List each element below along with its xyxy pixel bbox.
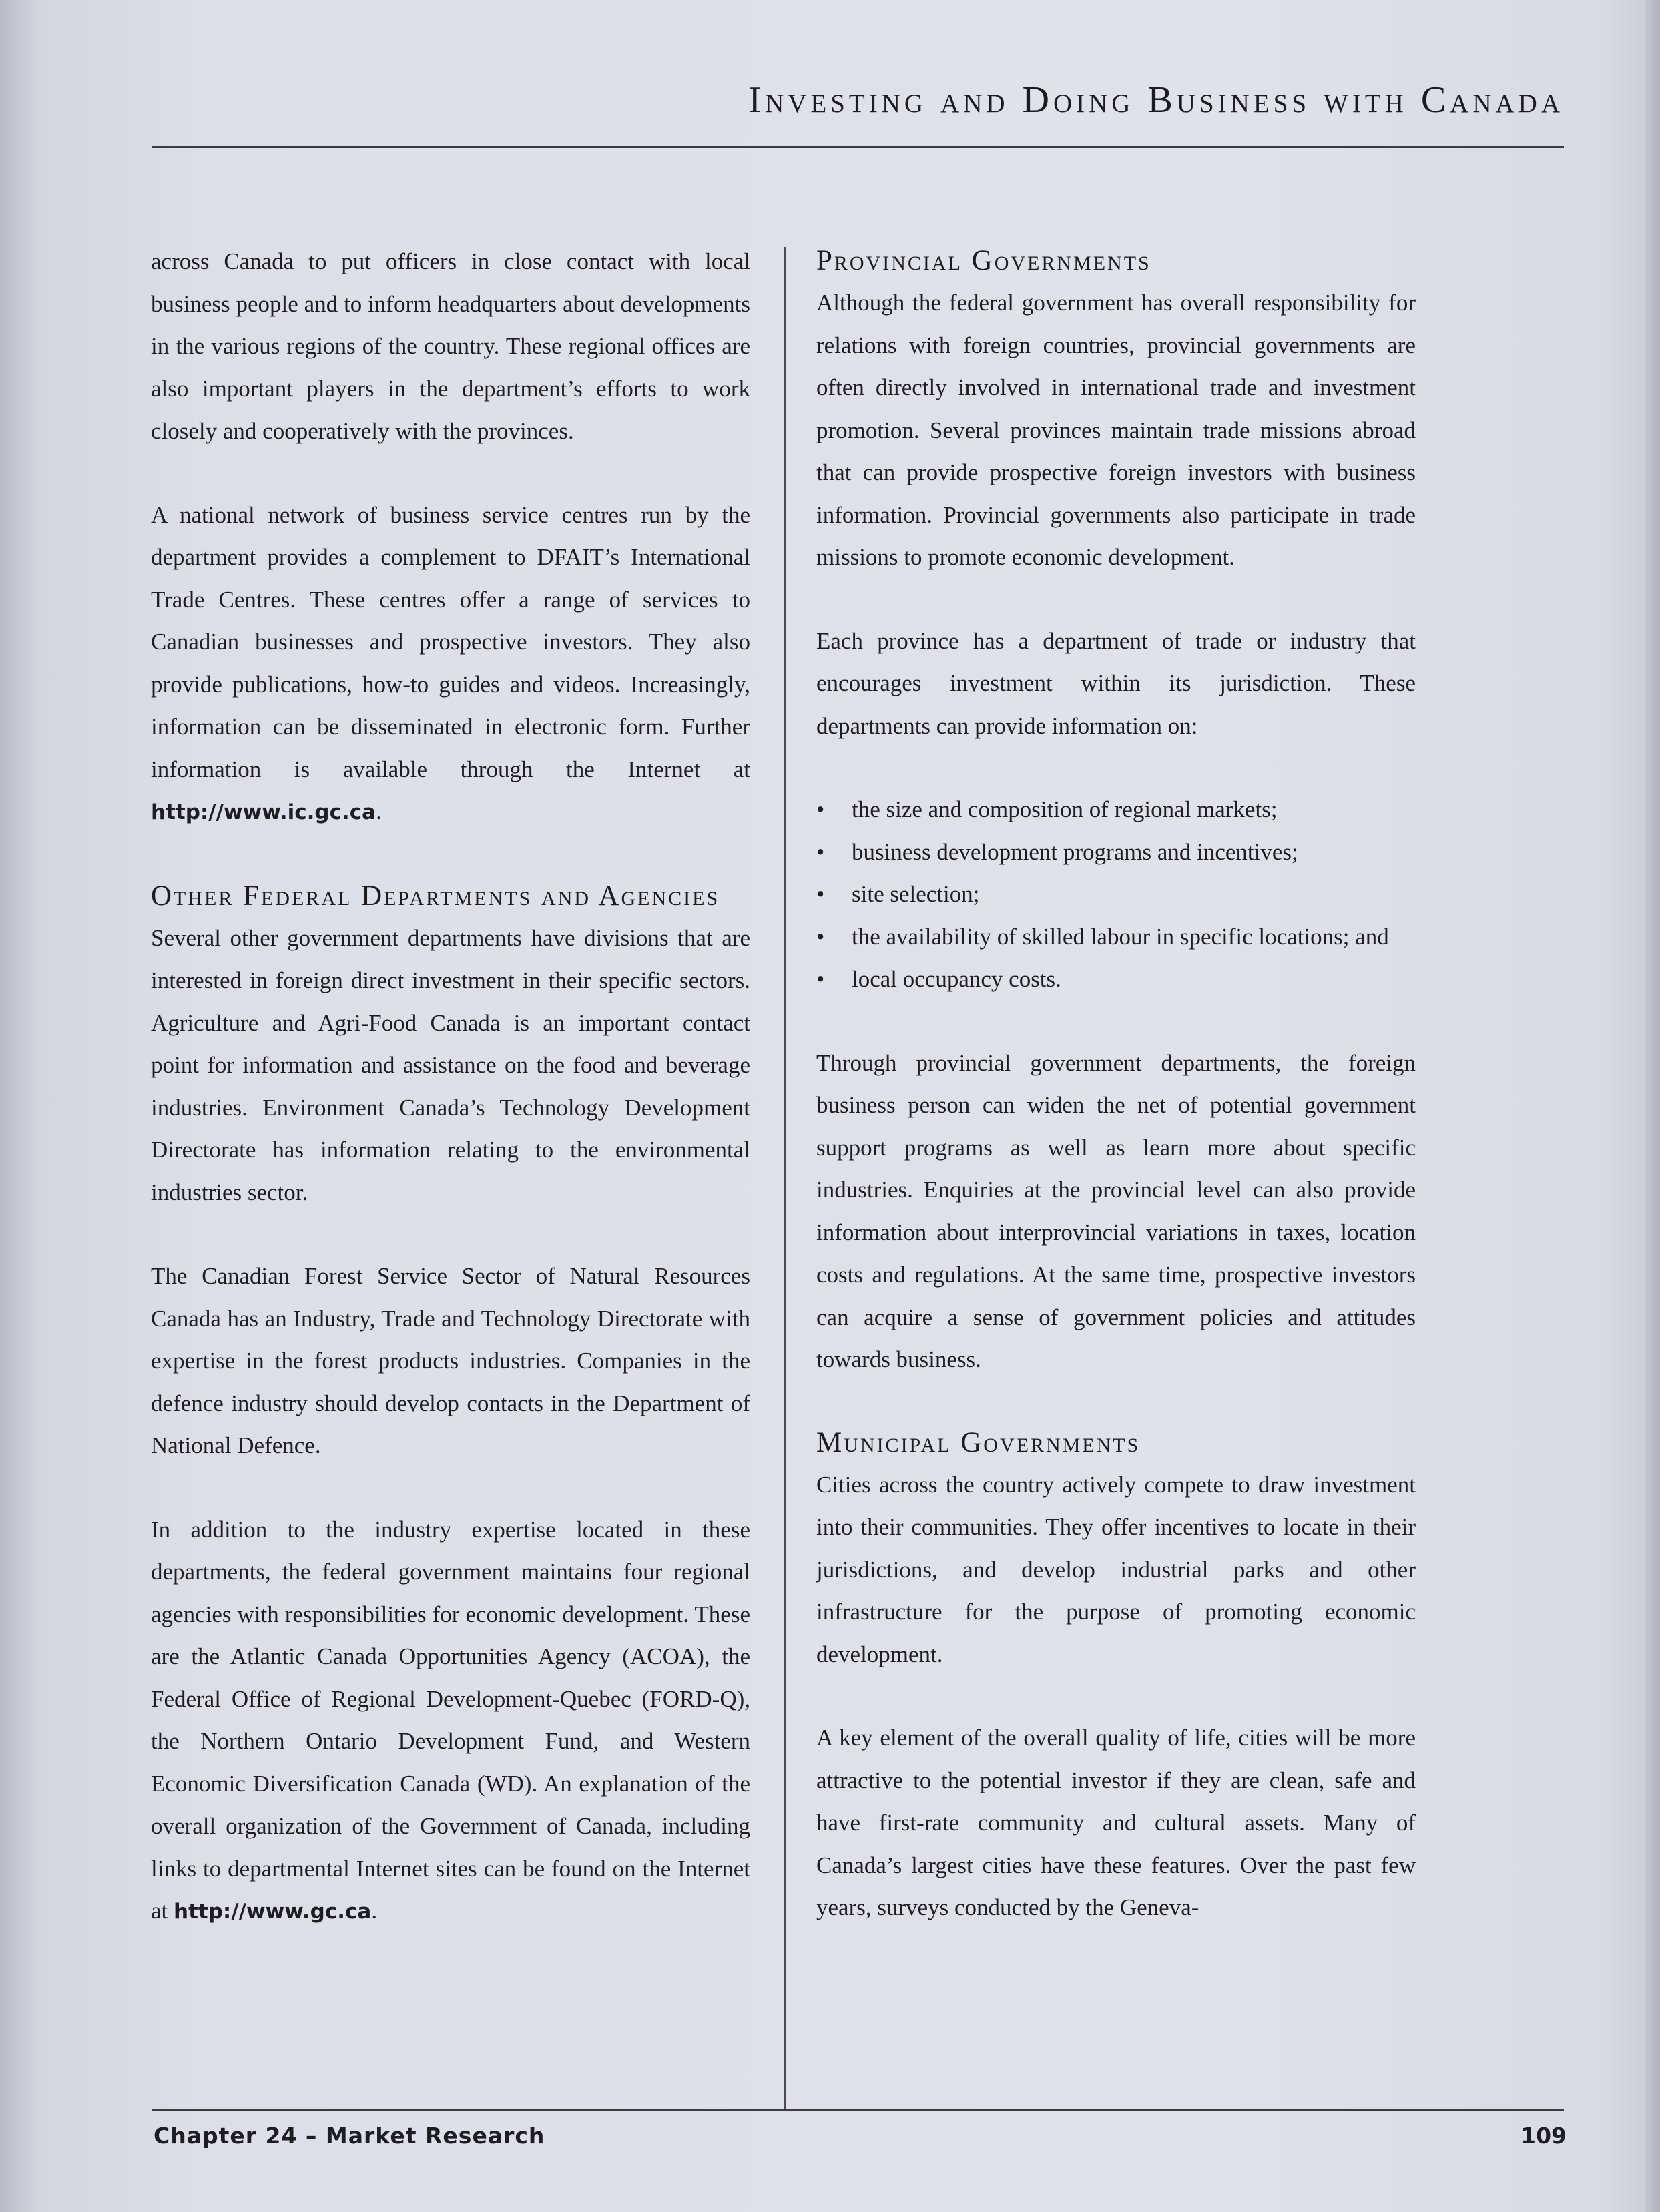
paragraph-end: . <box>376 798 382 824</box>
list-item: • the availability of skilled labour in specific locations; and <box>816 916 1416 958</box>
heading-provincial-governments: Provincial Governments <box>816 245 1151 276</box>
paragraph-provincial-responsibility: Although the federal government has overall responsibility for relations with foreign countries, provincial governments are often directly involved in international trade and investment promotion. Several provinces maintain trade missions abroad that can provide prospective foreign investors with business information. Provincial governments also participate in trade missions to promote economic development. <box>816 290 1416 570</box>
running-header-title: Investing and Doing Business with Canada <box>748 79 1564 121</box>
link-ic-gc-ca[interactable]: http://www.ic.gc.ca <box>151 800 376 824</box>
paragraph-quality-of-life: A key element of the overall quality of life, cities will be more attractive to the potential investor if they are clean, safe and have first-rate community and cultural assets. Many of Canada’s largest cities have these features. Over the past few years, surveys conducted by the Geneva- <box>816 1725 1416 1920</box>
bullet-list-information <box>816 788 1416 1001</box>
left-column <box>151 240 750 1975</box>
heading-other-federal-departments: Other Federal Departments and Agencies <box>151 880 720 912</box>
list-item: • business development programs and incentives; <box>816 831 1416 874</box>
column-divider <box>784 247 786 2109</box>
right-column <box>816 240 1416 1970</box>
link-gc-ca[interactable]: http://www.gc.ca <box>174 1900 372 1924</box>
paragraph-text: A national network of business service centres run by the department provides a complement to DFAIT’s International Trade Centres. These centres offer a range of services to Canadian businesses and prospective investors. They also provide publications, how-to guides and videos. Increasingly, information can be disseminated in electronic form. Further information is available through the Internet at <box>151 501 750 782</box>
footer-rule <box>152 2109 1564 2111</box>
list-item: • local occupancy costs. <box>816 958 1416 1001</box>
paragraph-province-departments: Each province has a department of trade or industry that encourages investment within its jurisdiction. These departments can provide information on: <box>816 627 1416 739</box>
paragraph-regional-offices: across Canada to put officers in close contact with local business people and to inform headquarters about developments in the various regions of the country. These regional offices are also important players in the department’s efforts to work closely and cooperatively with the provinces. <box>151 248 750 444</box>
footer-chapter-title: Chapter 24 – Market Research <box>154 2123 545 2149</box>
paragraph-other-departments: Several other government departments have divisions that are interested in foreign direct investment in their specific sectors. Agriculture and Agri-Food Canada is an important contact point for information and assistance on the food and beverage industries. Environment Canada’s Technology Development Directorate has information relating to the environmental industries sector. <box>151 924 750 1205</box>
running-header <box>152 79 1564 148</box>
paragraph-text: In addition to the industry expertise located in these departments, the federal government maintains four regional agencies with responsibilities for economic development. These are the Atlantic Canada Opportunities Agency (ACOA), the Federal Office of Regional Development-Quebec (FORD-Q), the Northern Ontario Development Fund, and Western Economic Diversification Canada (WD). An explanation of the overall organization of the Government of Canada, including links to departmental Internet sites can be found on the Internet at <box>151 1516 750 1924</box>
paragraph-cities-compete: Cities across the country actively compete to draw investment into their communities. They offer incentives to locate in their jurisdictions, and develop industrial parks and other infrastructure for the purpose of promoting economic development. <box>816 1471 1416 1667</box>
paragraph-regional-agencies <box>151 1508 750 1934</box>
paragraph-business-service-centres <box>151 494 750 834</box>
page-edge-shadow <box>1645 0 1660 2212</box>
heading-municipal-governments: Municipal Governments <box>816 1426 1141 1458</box>
page-number: 109 <box>1520 2123 1567 2149</box>
list-item: • the size and composition of regional markets; <box>816 788 1416 831</box>
list-item: • site selection; <box>816 873 1416 916</box>
paragraph-forest-service: The Canadian Forest Service Sector of Natural Resources Canada has an Industry, Trade and Technology Directorate with expertise in the forest products industries. Companies in the defence industry should develop contacts in the Department of National Defence. <box>151 1263 750 1458</box>
paragraph-end: . <box>371 1898 378 1924</box>
paragraph-provincial-departments-benefits: Through provincial government departments, the foreign business person can widen the net of potential government support programs as well as learn more about specific industries. Enquiries at the provincial level can also provide information about interprovincial variations in taxes, location costs and regulations. At the same time, prospective investors can acquire a sense of government policies and attitudes towards business. <box>816 1049 1416 1372</box>
